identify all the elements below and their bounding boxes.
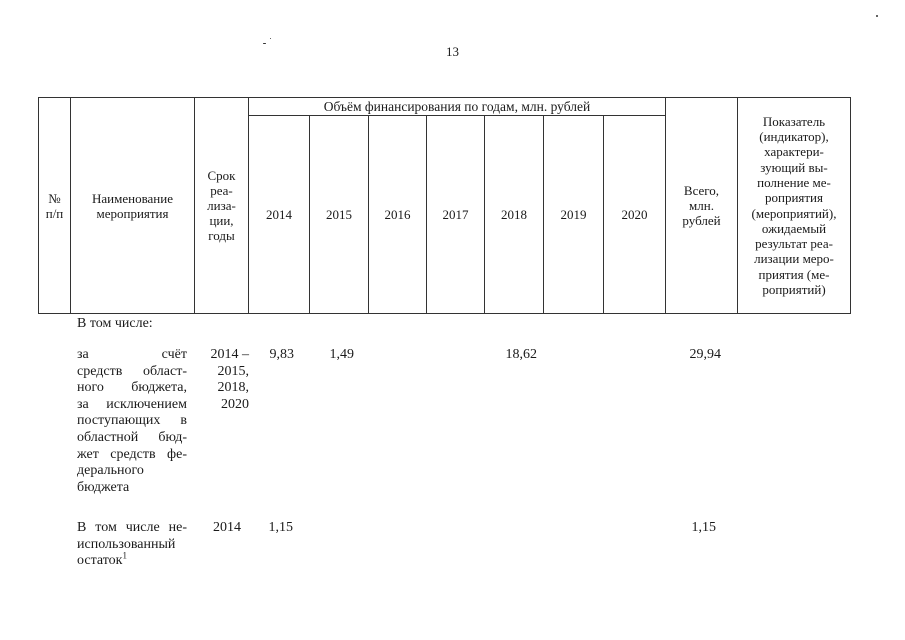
row-regional-budget-name xyxy=(77,347,187,496)
row-regional-budget-total: 29,94 xyxy=(689,347,721,362)
row-unused-balance-total: 1,15 xyxy=(691,520,716,535)
page-number: 13 xyxy=(446,44,459,59)
name-line: за счёт xyxy=(77,347,187,362)
scan-speck xyxy=(263,43,266,44)
row-regional-budget-term: 2014 – 2015, 2018, 2020 xyxy=(210,347,249,412)
header-year-2014: 2014 xyxy=(266,207,292,222)
name-line: областной бюд- xyxy=(77,429,187,445)
row-unused-balance-2014: 1,15 xyxy=(268,520,293,535)
name-line: за исключением xyxy=(77,396,187,412)
name-line xyxy=(77,550,187,570)
header-year-2019: 2019 xyxy=(560,207,587,222)
row-label-including: В том числе: xyxy=(77,316,153,331)
row-regional-budget-2018: 18,62 xyxy=(505,347,537,362)
header-year-2017: 2017 xyxy=(442,207,469,222)
header-name: Наименование мероприятия xyxy=(92,190,173,221)
scan-speck xyxy=(270,38,271,39)
header-year-2015: 2015 xyxy=(326,207,352,222)
header-year-2016: 2016 xyxy=(384,207,411,222)
row-unused-balance-name xyxy=(77,520,187,570)
scan-speck xyxy=(876,15,878,17)
name-line: использованный xyxy=(77,536,176,552)
row-regional-budget-2014: 9,83 xyxy=(269,347,294,362)
name-line: средств област- xyxy=(77,363,187,379)
header-no: № п/п xyxy=(45,190,64,221)
row-regional-budget-2015: 1,49 xyxy=(329,347,354,362)
name-line: дерального xyxy=(77,463,144,479)
header-indicator: Показатель (индикатор), характери- зующий вы- полнение ме- роприятия (мероприятий), ожидаемый результат реа- лизации меро- приятия (ме- роприятий) xyxy=(751,113,837,297)
header-total: Всего, млн. рублей xyxy=(682,183,721,228)
header-term: Срок реа- лиза- ции, годы xyxy=(207,168,236,243)
row-unused-balance-term: 2014 xyxy=(213,520,241,535)
name-line: жет средств фе- xyxy=(77,446,187,462)
name-text: остаток xyxy=(77,553,123,569)
name-line: В том числе не- xyxy=(77,520,187,535)
header-year-2018: 2018 xyxy=(501,207,527,222)
name-line: поступающих в xyxy=(77,413,187,429)
header-funding-title: Объём финансирования по годам, млн. рублей xyxy=(323,99,591,114)
name-line: ного бюджета, xyxy=(77,380,187,396)
header-year-2020: 2020 xyxy=(621,207,648,222)
footnote-mark: 1 xyxy=(122,550,127,561)
name-line: бюджета xyxy=(77,479,130,495)
